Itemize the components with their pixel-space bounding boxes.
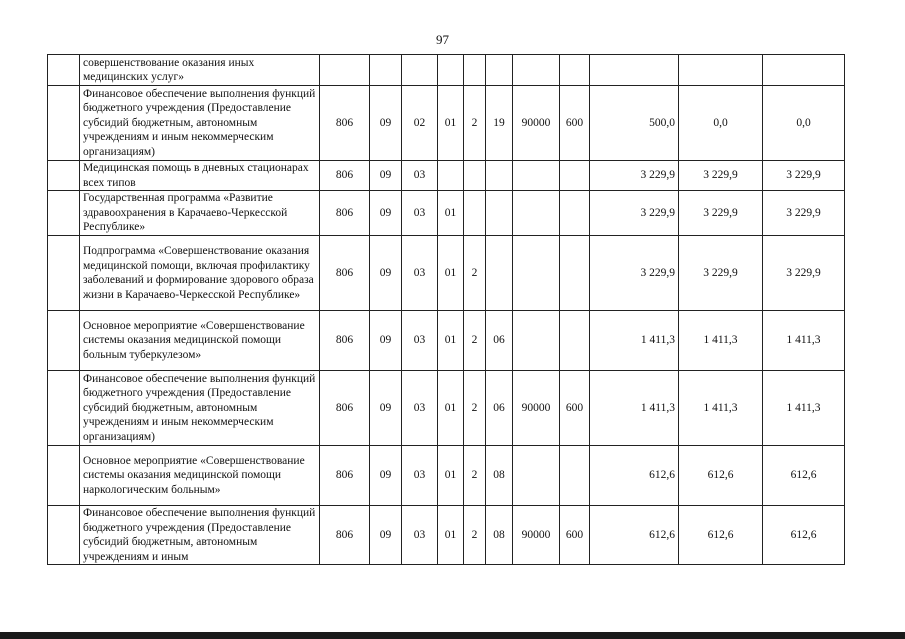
activity-code xyxy=(486,161,513,191)
amount-year-3: 3 229,9 xyxy=(763,191,845,236)
subsection-code: 03 xyxy=(402,371,438,446)
ved-code: 806 xyxy=(320,446,370,506)
amount-year-3: 3 229,9 xyxy=(763,161,845,191)
section-code: 09 xyxy=(370,161,402,191)
table-row xyxy=(48,236,845,311)
blank-cell xyxy=(48,55,80,86)
activity-code xyxy=(486,236,513,311)
subprogram-code: 2 xyxy=(464,236,486,311)
direction-code xyxy=(513,55,560,86)
activity-code: 08 xyxy=(486,446,513,506)
row-name: Медицинская помощь в дневных стационарах всех типов xyxy=(80,161,320,191)
subsection-code: 03 xyxy=(402,161,438,191)
program-code: 01 xyxy=(438,191,464,236)
ved-code: 806 xyxy=(320,371,370,446)
direction-code xyxy=(513,236,560,311)
activity-code xyxy=(486,55,513,86)
program-code: 01 xyxy=(438,446,464,506)
amount-year-1: 1 411,3 xyxy=(590,311,679,371)
amount-year-2: 3 229,9 xyxy=(679,236,763,311)
table-row xyxy=(48,86,845,161)
direction-code: 90000 xyxy=(513,506,560,565)
table-row xyxy=(48,446,845,506)
expense-type-code: 600 xyxy=(560,86,590,161)
amount-year-1: 612,6 xyxy=(590,446,679,506)
expense-type-code xyxy=(560,55,590,86)
section-code: 09 xyxy=(370,446,402,506)
activity-code: 06 xyxy=(486,311,513,371)
subsection-code: 03 xyxy=(402,446,438,506)
subprogram-code xyxy=(464,191,486,236)
program-code xyxy=(438,161,464,191)
expense-type-code xyxy=(560,191,590,236)
amount-year-2: 612,6 xyxy=(679,446,763,506)
blank-cell xyxy=(48,446,80,506)
direction-code: 90000 xyxy=(513,86,560,161)
activity-code xyxy=(486,191,513,236)
blank-cell xyxy=(48,311,80,371)
amount-year-2: 1 411,3 xyxy=(679,371,763,446)
amount-year-1 xyxy=(590,55,679,86)
subsection-code xyxy=(402,55,438,86)
amount-year-2: 0,0 xyxy=(679,86,763,161)
amount-year-1: 612,6 xyxy=(590,506,679,565)
direction-code xyxy=(513,446,560,506)
budget-table xyxy=(47,54,845,565)
ved-code xyxy=(320,55,370,86)
subprogram-code: 2 xyxy=(464,371,486,446)
amount-year-2: 1 411,3 xyxy=(679,311,763,371)
table-row xyxy=(48,371,845,446)
amount-year-2: 612,6 xyxy=(679,506,763,565)
amount-year-3: 3 229,9 xyxy=(763,236,845,311)
activity-code: 06 xyxy=(486,371,513,446)
direction-code: 90000 xyxy=(513,371,560,446)
subprogram-code: 2 xyxy=(464,311,486,371)
expense-type-code xyxy=(560,311,590,371)
subsection-code: 02 xyxy=(402,86,438,161)
subsection-code: 03 xyxy=(402,191,438,236)
section-code: 09 xyxy=(370,311,402,371)
subprogram-code xyxy=(464,161,486,191)
amount-year-3: 612,6 xyxy=(763,506,845,565)
blank-cell xyxy=(48,161,80,191)
section-code: 09 xyxy=(370,86,402,161)
amount-year-3: 612,6 xyxy=(763,446,845,506)
amount-year-1: 3 229,9 xyxy=(590,191,679,236)
blank-cell xyxy=(48,236,80,311)
table-row xyxy=(48,506,845,565)
row-name: Финансовое обеспечение выполнения функций бюджетного учреждения (Предоставление субсидий бюджетным, автономным учреждениям и иным некоммерческим организациям) xyxy=(80,86,320,161)
program-code: 01 xyxy=(438,506,464,565)
program-code: 01 xyxy=(438,311,464,371)
ved-code: 806 xyxy=(320,506,370,565)
ved-code: 806 xyxy=(320,311,370,371)
subsection-code: 03 xyxy=(402,236,438,311)
row-name: Подпрограмма «Совершенствование оказания медицинской помощи, включая профилактику заболеваний и формирование здорового образа жизни в Карачаево-Черкесской Республике» xyxy=(80,236,320,311)
activity-code: 19 xyxy=(486,86,513,161)
amount-year-3: 1 411,3 xyxy=(763,311,845,371)
subprogram-code: 2 xyxy=(464,446,486,506)
subprogram-code: 2 xyxy=(464,506,486,565)
amount-year-3: 1 411,3 xyxy=(763,371,845,446)
blank-cell xyxy=(48,506,80,565)
section-code: 09 xyxy=(370,236,402,311)
amount-year-1: 1 411,3 xyxy=(590,371,679,446)
program-code: 01 xyxy=(438,236,464,311)
row-name: Финансовое обеспечение выполнения функций бюджетного учреждения (Предоставление субсидий бюджетным, автономным учреждениям и иным некоммерческим организациям) xyxy=(80,371,320,446)
amount-year-1: 3 229,9 xyxy=(590,236,679,311)
ved-code: 806 xyxy=(320,86,370,161)
table-row xyxy=(48,191,845,236)
row-name: Финансовое обеспечение выполнения функций бюджетного учреждения (Предоставление субсидий бюджетным, автономным учреждениям и иным xyxy=(80,506,320,565)
expense-type-code: 600 xyxy=(560,371,590,446)
amount-year-1: 3 229,9 xyxy=(590,161,679,191)
subprogram-code xyxy=(464,55,486,86)
ved-code: 806 xyxy=(320,236,370,311)
table-row xyxy=(48,161,845,191)
subprogram-code: 2 xyxy=(464,86,486,161)
amount-year-3: 0,0 xyxy=(763,86,845,161)
amount-year-2: 3 229,9 xyxy=(679,191,763,236)
amount-year-2: 3 229,9 xyxy=(679,161,763,191)
section-code: 09 xyxy=(370,191,402,236)
direction-code xyxy=(513,161,560,191)
blank-cell xyxy=(48,86,80,161)
page-number: 97 xyxy=(436,32,449,47)
amount-year-1: 500,0 xyxy=(590,86,679,161)
table-row xyxy=(48,311,845,371)
amount-year-2 xyxy=(679,55,763,86)
ved-code: 806 xyxy=(320,191,370,236)
blank-cell xyxy=(48,371,80,446)
scan-edge xyxy=(0,632,905,639)
blank-cell xyxy=(48,191,80,236)
row-name: Основное мероприятие «Совершенствование системы оказания медицинской помощи больным туберкулезом» xyxy=(80,311,320,371)
row-name: Основное мероприятие «Совершенствование системы оказания медицинской помощи наркологическим больным» xyxy=(80,446,320,506)
section-code: 09 xyxy=(370,506,402,565)
section-code xyxy=(370,55,402,86)
ved-code: 806 xyxy=(320,161,370,191)
program-code: 01 xyxy=(438,371,464,446)
expense-type-code xyxy=(560,236,590,311)
direction-code xyxy=(513,191,560,236)
expense-type-code xyxy=(560,161,590,191)
row-name: Государственная программа «Развитие здравоохранения в Карачаево-Черкесской Республике» xyxy=(80,191,320,236)
amount-year-3 xyxy=(763,55,845,86)
direction-code xyxy=(513,311,560,371)
program-code: 01 xyxy=(438,86,464,161)
section-code: 09 xyxy=(370,371,402,446)
subsection-code: 03 xyxy=(402,506,438,565)
row-name: совершенствование оказания иных медицинских услуг» xyxy=(80,55,320,86)
program-code xyxy=(438,55,464,86)
expense-type-code xyxy=(560,446,590,506)
subsection-code: 03 xyxy=(402,311,438,371)
table-row xyxy=(48,55,845,86)
expense-type-code: 600 xyxy=(560,506,590,565)
activity-code: 08 xyxy=(486,506,513,565)
